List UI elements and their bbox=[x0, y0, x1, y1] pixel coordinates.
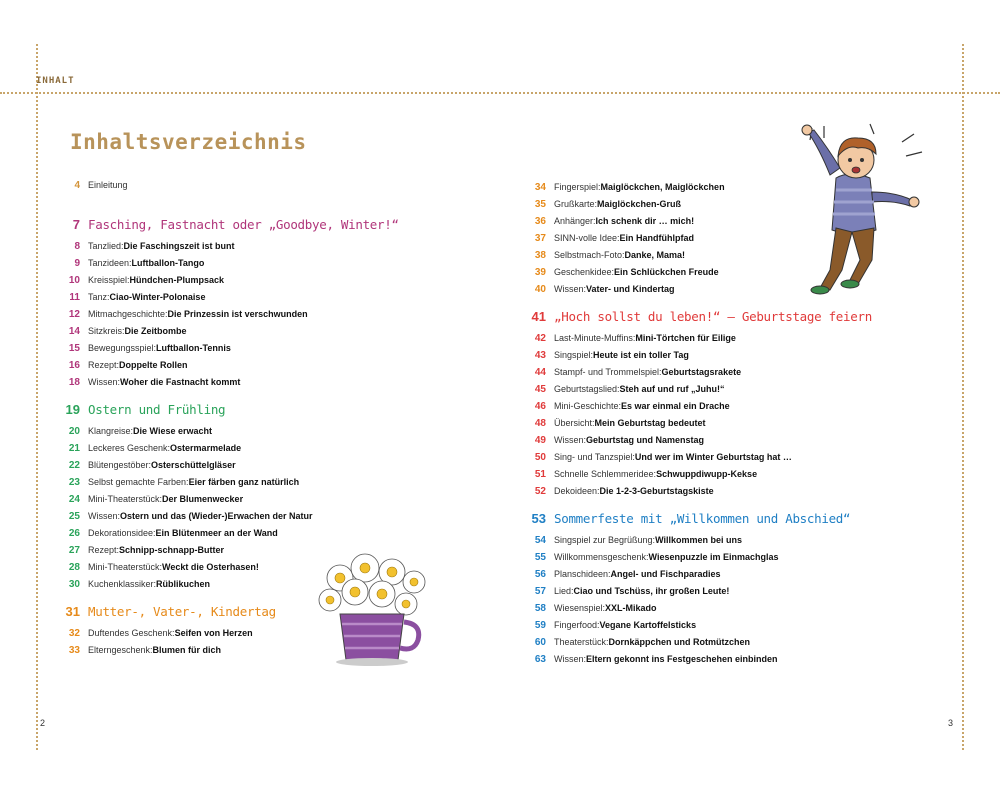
toc-page-number: 30 bbox=[68, 579, 80, 590]
toc-entry-category: Sing- und Tanzspiel: bbox=[554, 452, 635, 462]
toc-page-number: 42 bbox=[534, 333, 546, 344]
toc-page-number: 26 bbox=[68, 528, 80, 539]
toc-entry-title: Ciao-Winter-Polonaise bbox=[109, 292, 206, 302]
toc-page-number: 52 bbox=[534, 486, 546, 497]
boy-illustration bbox=[790, 120, 930, 305]
toc-entry-category: Mini-Theaterstück: bbox=[88, 494, 163, 504]
toc-entry-category: Sitzkreis: bbox=[88, 326, 125, 336]
toc-page-number: 51 bbox=[534, 469, 546, 480]
toc-page-number: 58 bbox=[534, 603, 546, 614]
page-number-left: 2 bbox=[40, 718, 46, 728]
toc-entry-title: Vegane Kartoffelsticks bbox=[599, 620, 697, 630]
toc-entry bbox=[528, 654, 968, 671]
toc-entry-category: Wissen: bbox=[88, 377, 121, 387]
toc-entry-category: Grußkarte: bbox=[554, 199, 598, 209]
toc-entry-title: Geburtstag und Namenstag bbox=[586, 435, 705, 445]
toc-entry-title: Maiglöckchen, Maiglöckchen bbox=[600, 182, 725, 192]
toc-entry bbox=[528, 620, 968, 637]
toc-entry bbox=[528, 452, 968, 469]
toc-page-number: 37 bbox=[534, 233, 546, 244]
toc-entry-title: Vater- und Kindertag bbox=[586, 284, 675, 294]
toc-entry bbox=[528, 367, 968, 384]
toc-entry-category: Geburtstagslied: bbox=[554, 384, 620, 394]
toc-page-number: 56 bbox=[534, 569, 546, 580]
toc-page-number: 40 bbox=[534, 284, 546, 295]
toc-entry bbox=[62, 180, 502, 197]
toc-page-number: 12 bbox=[68, 309, 80, 320]
toc-entry-title: Angel- und Fischparadies bbox=[610, 569, 721, 579]
toc-entry-category: Bewegungsspiel: bbox=[88, 343, 157, 353]
toc-entry bbox=[528, 535, 968, 552]
toc-chapter-title: „Hoch sollst du leben!“ – Geburtstage feiern bbox=[554, 309, 872, 324]
toc-entry bbox=[528, 469, 968, 486]
toc-entry bbox=[528, 586, 968, 603]
toc-page-number: 49 bbox=[534, 435, 546, 446]
toc-entry-title: Es war einmal ein Drache bbox=[621, 401, 730, 411]
toc-chapter-title: Fasching, Fastnacht oder „Goodbye, Winter!“ bbox=[88, 217, 399, 232]
toc-entry bbox=[528, 333, 968, 350]
toc-entry-title: Heute ist ein toller Tag bbox=[593, 350, 689, 360]
toc-page-number: 11 bbox=[69, 292, 80, 303]
toc-entry-category: Anhänger: bbox=[554, 216, 596, 226]
toc-entry-title: Die Faschingszeit ist bunt bbox=[123, 241, 235, 251]
toc-entry bbox=[62, 360, 502, 377]
toc-entry-category: Schnelle Schlemmeridee: bbox=[554, 469, 657, 479]
toc-page-number: 9 bbox=[74, 258, 80, 269]
toc-entry-title: Seifen von Herzen bbox=[174, 628, 253, 638]
toc-page-number: 50 bbox=[534, 452, 546, 463]
left-dotted-rule bbox=[36, 44, 38, 750]
toc-entry bbox=[62, 326, 502, 343]
toc-entry bbox=[62, 477, 502, 494]
toc-entry bbox=[528, 486, 968, 503]
toc-entry bbox=[528, 603, 968, 620]
toc-entry-title: Willkommen bei uns bbox=[655, 535, 742, 545]
toc-entry bbox=[528, 435, 968, 452]
toc-page-number: 45 bbox=[534, 384, 546, 395]
toc-entry-category: SINN-volle Idee: bbox=[554, 233, 620, 243]
toc-entry-title: Geburtstagsrakete bbox=[661, 367, 742, 377]
toc-page-number: 18 bbox=[68, 377, 80, 388]
toc-entry-title: Maiglöckchen-Gruß bbox=[597, 199, 682, 209]
toc-entry bbox=[528, 401, 968, 418]
toc-entry-title: Blumen für dich bbox=[152, 645, 222, 655]
toc-entry bbox=[62, 275, 502, 292]
toc-entry bbox=[62, 377, 502, 394]
top-dotted-rule bbox=[0, 92, 1000, 94]
toc-entry-title: Luftballon-Tango bbox=[131, 258, 205, 268]
toc-page-number: 7 bbox=[72, 217, 80, 232]
toc-page-number: 8 bbox=[74, 241, 80, 252]
toc-entry-title: Hündchen-Plumpsack bbox=[129, 275, 225, 285]
toc-entry-title: Schwuppdiwupp-Kekse bbox=[656, 469, 758, 479]
toc-page-number: 53 bbox=[531, 511, 546, 526]
toc-page-number: 27 bbox=[68, 545, 80, 556]
toc-entry-category: Leckeres Geschenk: bbox=[88, 443, 171, 453]
toc-entry-title: Die Wiese erwacht bbox=[133, 426, 212, 436]
toc-page-number: 14 bbox=[68, 326, 80, 337]
toc-entry-title: Mein Geburtstag bedeutet bbox=[594, 418, 706, 428]
toc-entry-title: Ostermarmelade bbox=[170, 443, 242, 453]
toc-entry-title: Wiesenpuzzle im Einmachglas bbox=[648, 552, 779, 562]
toc-page-number: 33 bbox=[68, 645, 80, 656]
toc-entry-category: Stampf- und Trommelspiel: bbox=[554, 367, 662, 377]
toc-entry-category: Wissen: bbox=[554, 654, 587, 664]
toc-page-number: 48 bbox=[534, 418, 546, 429]
toc-page-number: 36 bbox=[534, 216, 546, 227]
toc-page-number: 46 bbox=[534, 401, 546, 412]
toc-entry-category: Übersicht: bbox=[554, 418, 595, 428]
toc-entry-title: Ciao und Tschüss, ihr großen Leute! bbox=[573, 586, 730, 596]
toc-chapter-heading bbox=[62, 402, 502, 426]
toc-entry-category: Einleitung bbox=[88, 180, 128, 190]
toc-entry-category: Mini-Theaterstück: bbox=[88, 562, 163, 572]
toc-chapter-title: Sommerfeste mit „Willkommen und Abschied“ bbox=[554, 511, 851, 526]
toc-page-number: 21 bbox=[68, 443, 80, 454]
toc-entry-title: Eltern gekonnt ins Festgeschehen einbinden bbox=[586, 654, 778, 664]
toc-page-number: 59 bbox=[534, 620, 546, 631]
toc-page-number: 4 bbox=[74, 180, 80, 191]
toc-entry-title: Der Blumenwecker bbox=[162, 494, 244, 504]
toc-entry-category: Theaterstück: bbox=[554, 637, 609, 647]
toc-page-number: 20 bbox=[68, 426, 80, 437]
toc-entry-title: Luftballon-Tennis bbox=[156, 343, 231, 353]
toc-entry-category: Rezept: bbox=[88, 545, 120, 555]
toc-page-number: 63 bbox=[534, 654, 546, 665]
toc-entry-category: Kreisspiel: bbox=[88, 275, 130, 285]
toc-entry-title: Doppelte Rollen bbox=[119, 360, 188, 370]
toc-entry-category: Selbst gemachte Farben: bbox=[88, 477, 189, 487]
toc-entry-category: Planschideen: bbox=[554, 569, 611, 579]
toc-entry bbox=[62, 494, 502, 511]
toc-page-number: 54 bbox=[534, 535, 546, 546]
section-label: INHALT bbox=[36, 76, 75, 86]
toc-chapter-title: Mutter-, Vater-, Kindertag bbox=[88, 604, 276, 619]
toc-chapter-heading bbox=[528, 511, 968, 535]
toc-entry bbox=[62, 258, 502, 275]
toc-entry-title: Die Prinzessin ist verschwunden bbox=[167, 309, 308, 319]
toc-entry-title: Die Zeitbombe bbox=[124, 326, 187, 336]
toc-entry-category: Willkommensgeschenk: bbox=[554, 552, 649, 562]
toc-page-number: 55 bbox=[534, 552, 546, 563]
toc-entry-category: Tanzideen: bbox=[88, 258, 132, 268]
toc-page-number: 41 bbox=[531, 309, 546, 324]
toc-entry-category: Elterngeschenk: bbox=[88, 645, 153, 655]
toc-entry-category: Mini-Geschichte: bbox=[554, 401, 622, 411]
toc-entry-title: Ein Blütenmeer an der Wand bbox=[155, 528, 278, 538]
toc-entry-category: Dekorationsidee: bbox=[88, 528, 156, 538]
toc-page-number: 32 bbox=[68, 628, 80, 639]
toc-page-number: 25 bbox=[68, 511, 80, 522]
toc-entry-category: Selbstmach-Foto: bbox=[554, 250, 625, 260]
toc-entry bbox=[528, 552, 968, 569]
toc-gap bbox=[62, 197, 502, 209]
toc-entry-title: Ostern und das (Wieder-)Erwachen der Natur bbox=[120, 511, 313, 521]
toc-entry-title: Ein Handfühlpfad bbox=[619, 233, 695, 243]
toc-entry-category: Mitmachgeschichte: bbox=[88, 309, 168, 319]
toc-entry-title: Eier färben ganz natürlich bbox=[188, 477, 300, 487]
toc-entry bbox=[528, 569, 968, 586]
toc-page-number: 16 bbox=[68, 360, 80, 371]
toc-entry-category: Wissen: bbox=[88, 511, 121, 521]
toc-chapter-title: Ostern und Frühling bbox=[88, 402, 226, 417]
toc-entry-category: Kuchenklassiker: bbox=[88, 579, 157, 589]
toc-page-number: 15 bbox=[68, 343, 80, 354]
toc-page-number: 60 bbox=[534, 637, 546, 648]
toc-page-number: 19 bbox=[65, 402, 80, 417]
page-title: Inhaltsverzeichnis bbox=[70, 130, 307, 154]
toc-entry bbox=[62, 443, 502, 460]
toc-entry bbox=[62, 511, 502, 528]
toc-page-number: 31 bbox=[65, 604, 80, 619]
toc-entry bbox=[62, 241, 502, 258]
page-number-right: 3 bbox=[948, 718, 954, 728]
toc-entry-category: Rezept: bbox=[88, 360, 120, 370]
toc-entry bbox=[62, 343, 502, 360]
toc-entry-title: Rüblikuchen bbox=[156, 579, 211, 589]
toc-entry-category: Fingerfood: bbox=[554, 620, 600, 630]
toc-entry-category: Last-Minute-Muffins: bbox=[554, 333, 636, 343]
toc-entry-category: Singspiel: bbox=[554, 350, 594, 360]
toc-chapter-heading bbox=[528, 309, 968, 333]
toc-entry-category: Wissen: bbox=[554, 284, 587, 294]
toc-entry bbox=[62, 460, 502, 477]
toc-entry-title: Osterschüttelgläser bbox=[151, 460, 236, 470]
toc-entry bbox=[528, 384, 968, 401]
toc-entry-category: Singspiel zur Begrüßung: bbox=[554, 535, 656, 545]
toc-page-number: 44 bbox=[534, 367, 546, 378]
toc-page-number: 23 bbox=[68, 477, 80, 488]
toc-entry-title: Ein Schlückchen Freude bbox=[614, 267, 719, 277]
toc-page-number: 57 bbox=[534, 586, 546, 597]
toc-page-number: 22 bbox=[68, 460, 80, 471]
toc-entry-title: Weckt die Osterhasen! bbox=[162, 562, 259, 572]
toc-entry-title: Mini-Törtchen für Eilige bbox=[635, 333, 736, 343]
toc-entry bbox=[62, 528, 502, 545]
toc-entry-title: Schnipp-schnapp-Butter bbox=[119, 545, 225, 555]
toc-entry bbox=[62, 309, 502, 326]
toc-entry-category: Dekoideen: bbox=[554, 486, 600, 496]
toc-entry-title: Ich schenk dir … mich! bbox=[595, 216, 695, 226]
toc-entry-title: Danke, Mama! bbox=[624, 250, 686, 260]
toc-entry-title: Die 1-2-3-Geburtstagskiste bbox=[599, 486, 714, 496]
toc-entry-title: Woher die Fastnacht kommt bbox=[120, 377, 241, 387]
toc-entry-category: Geschenkidee: bbox=[554, 267, 615, 277]
toc-entry bbox=[62, 292, 502, 309]
toc-page-number: 43 bbox=[534, 350, 546, 361]
toc-entry-category: Lied: bbox=[554, 586, 574, 596]
daisy-cup-illustration bbox=[310, 548, 440, 668]
toc-entry bbox=[528, 350, 968, 367]
toc-entry-title: Und wer im Winter Geburtstag hat … bbox=[634, 452, 792, 462]
toc-page-number: 24 bbox=[68, 494, 80, 505]
toc-entry-category: Blütengestöber: bbox=[88, 460, 152, 470]
toc-entry-category: Fingerspiel: bbox=[554, 182, 601, 192]
toc-entry-category: Wissen: bbox=[554, 435, 587, 445]
toc-entry-category: Tanzlied: bbox=[88, 241, 124, 251]
toc-entry-category: Duftendes Geschenk: bbox=[88, 628, 175, 638]
toc-page-number: 34 bbox=[534, 182, 546, 193]
toc-chapter-heading bbox=[62, 217, 502, 241]
toc-entry-title: Dornkäppchen und Rotmützchen bbox=[608, 637, 751, 647]
toc-page-number: 10 bbox=[68, 275, 80, 286]
toc-page-number: 38 bbox=[534, 250, 546, 261]
toc-page-number: 39 bbox=[534, 267, 546, 278]
toc-page-number: 35 bbox=[534, 199, 546, 210]
toc-page-number: 28 bbox=[68, 562, 80, 573]
toc-entry-title: Steh auf und ruf „Juhu!“ bbox=[619, 384, 725, 394]
toc-entry-title: XXL-Mikado bbox=[605, 603, 657, 613]
toc-entry-category: Tanz: bbox=[88, 292, 110, 302]
toc-entry-category: Wiesenspiel: bbox=[554, 603, 606, 613]
toc-entry bbox=[62, 426, 502, 443]
toc-entry bbox=[528, 637, 968, 654]
toc-entry-category: Klangreise: bbox=[88, 426, 134, 436]
toc-entry bbox=[528, 418, 968, 435]
